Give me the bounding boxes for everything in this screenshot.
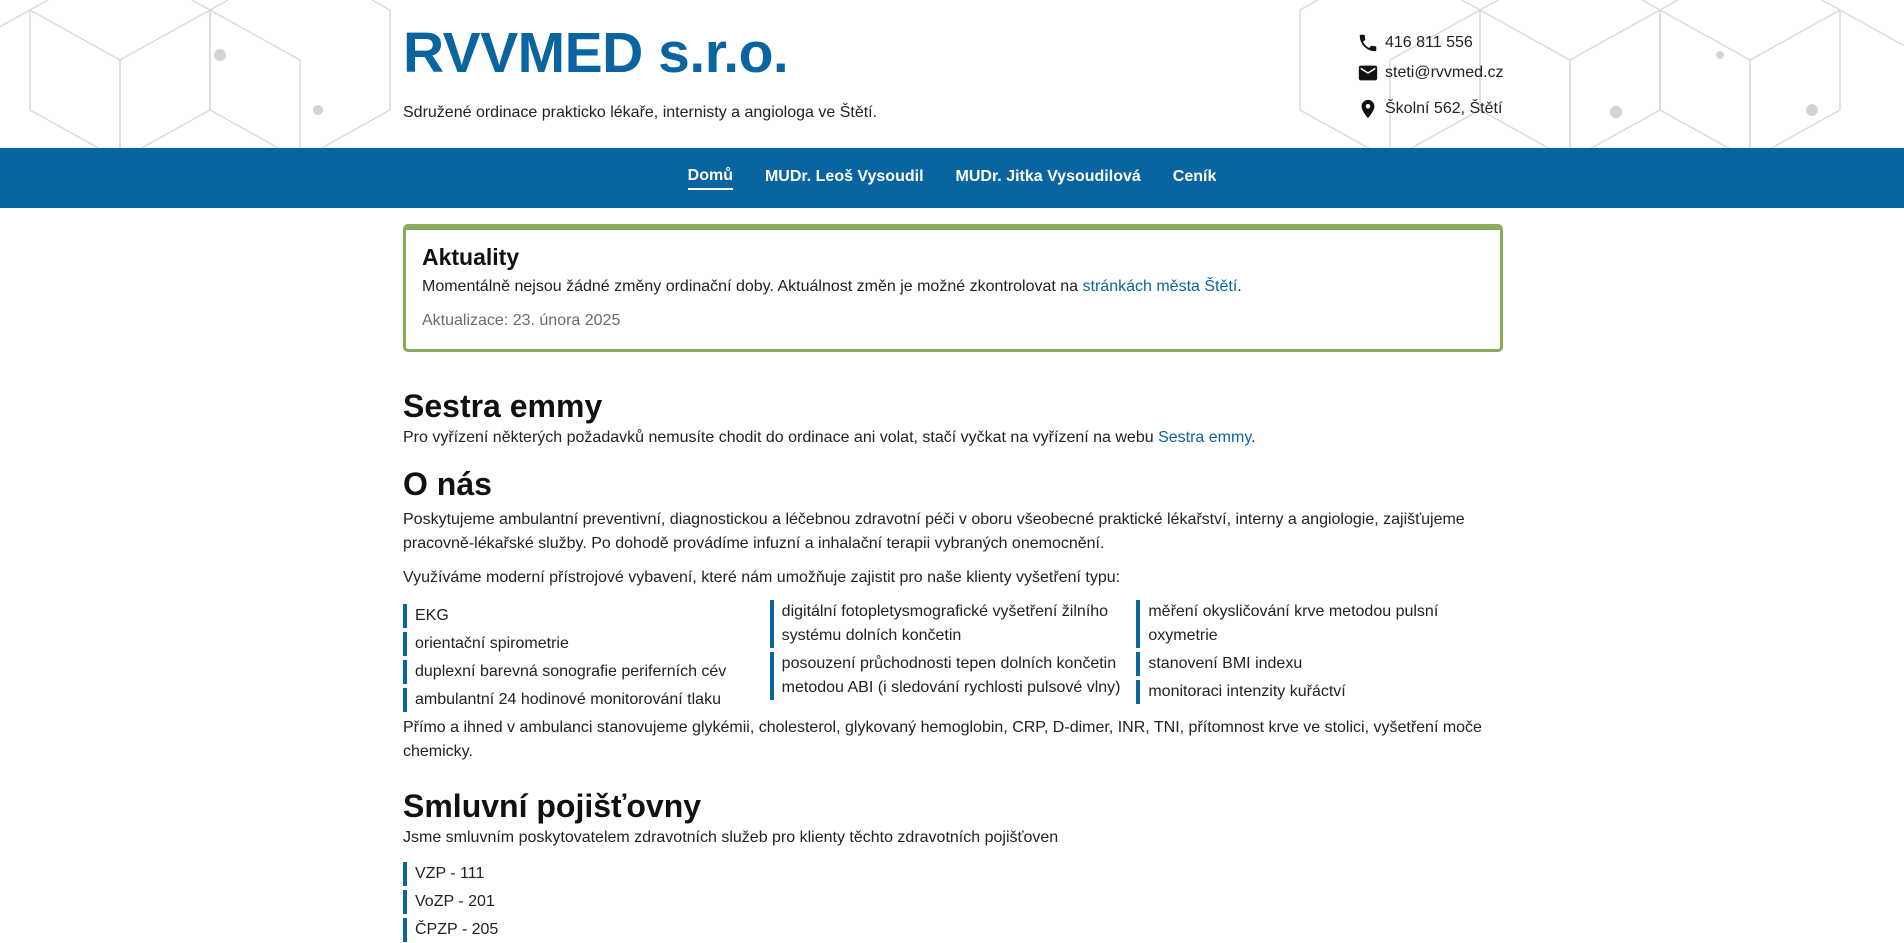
nav-item-jitka-vysoudilova[interactable]: MUDr. Jitka Vysoudilová <box>955 167 1141 185</box>
insurance-text: Jsme smluvním poskytovatelem zdravotních služeb pro klienty těchto zdravotních pojišťoven <box>403 829 1059 846</box>
news-box <box>403 224 1503 352</box>
about-paragraph-3: Přímo a ihned v ambulanci stanovujeme glykémii, cholesterol, glykovaný hemoglobin, CRP, D-dimer, INR, TNI, přítomnost krve ve stolici, vyšetření moče chemicky. <box>403 719 1482 760</box>
main-content <box>403 224 1503 942</box>
header-inner <box>403 0 1503 148</box>
about-paragraph-1: Poskytujeme ambulantní preventivní, diagnostickou a léčebnou zdravotní péči v oboru všeobecné praktické lékařství, interny a angiologie, zajišťujeme pracovně-lékařské služby. Po dohodě provádíme infuzní a inhalační terapii vybraných onemocnění. <box>403 511 1465 552</box>
street-address: Školní 562, Štětí <box>1385 100 1503 117</box>
list-item: VoZP - 201 <box>403 890 1503 914</box>
contact-email[interactable] <box>1357 58 1503 88</box>
list-item: digitální fotopletysmografické vyšetření žilního systému dolních končetin <box>770 600 1137 648</box>
about-paragraph-2: Využíváme moderní přístrojové vybavení, které nám umožňuje zajistit pro naše klienty vyšetření typu: <box>403 569 1121 586</box>
contact-address[interactable] <box>1357 94 1503 124</box>
equipment-column-1 <box>403 600 770 716</box>
news-updated: Aktualizace: 23. února 2025 <box>422 312 621 329</box>
list-item: posouzení průchodnosti tepen dolních končetin metodou ABI (i sledování rychlosti pulsové vlny) <box>770 652 1137 700</box>
list-item: stanovení BMI indexu <box>1136 652 1503 676</box>
phone-number: 416 811 556 <box>1385 34 1473 51</box>
nav-item-pricing[interactable]: Ceník <box>1172 167 1217 185</box>
sestra-emmy-link[interactable]: Sestra emmy <box>1158 429 1252 446</box>
site-tagline: Sdružené ordinace prakticko lékaře, internisty a angiologa ve Štětí. <box>403 104 878 121</box>
list-item: VZP - 111 <box>403 862 1503 886</box>
list-item: ambulantní 24 hodinové monitorování tlaku <box>403 688 770 712</box>
contact-info <box>1357 28 1503 124</box>
news-title: Aktuality <box>422 244 520 270</box>
equipment-list <box>403 600 1503 716</box>
sestra-emmy-text-body: Pro vyřízení některých požadavků nemusíte chodit do ordinace ani volat, stačí vyčkat na vyřízení na webu <box>403 429 1154 446</box>
main-navigation <box>0 148 1904 208</box>
sestra-emmy-suffix: . <box>1251 429 1256 446</box>
sestra-emmy-text <box>403 426 1503 450</box>
list-item: měření okysličování krve metodou pulsní oxymetrie <box>1136 600 1503 648</box>
sestra-emmy-heading: Sestra emmy <box>403 388 603 424</box>
phone-icon <box>1357 32 1379 54</box>
site-header <box>0 0 1904 148</box>
city-website-link[interactable]: stránkách města Štětí <box>1082 278 1238 295</box>
map-pin-icon <box>1357 98 1379 120</box>
contact-phone[interactable] <box>1357 28 1503 58</box>
list-item: monitoraci intenzity kuřáctví <box>1136 680 1503 704</box>
equipment-column-3 <box>1136 600 1503 716</box>
email-address: steti@rvvmed.cz <box>1385 64 1504 81</box>
nav-item-leos-vysoudil[interactable]: MUDr. Leoš Vysoudil <box>764 167 924 185</box>
news-text <box>422 275 1484 299</box>
site-title[interactable]: RVVMED s.r.o. <box>403 21 789 85</box>
list-item: ČPZP - 205 <box>403 918 1503 942</box>
list-item: orientační spirometrie <box>403 632 770 656</box>
list-item: EKG <box>403 604 770 628</box>
nav-item-home[interactable]: Domů <box>688 167 733 190</box>
equipment-column-2 <box>770 600 1137 716</box>
list-item: duplexní barevná sonografie periferních cév <box>403 660 770 684</box>
news-text-body: Momentálně nejsou žádné změny ordinační doby. Aktuálnost změn je možné zkontrolovat na <box>422 278 1079 295</box>
insurance-heading: Smluvní pojišťovny <box>403 788 702 824</box>
mail-icon <box>1357 62 1379 84</box>
insurance-list <box>403 862 1503 942</box>
news-text-suffix: . <box>1237 278 1242 295</box>
about-heading: O nás <box>403 466 492 502</box>
